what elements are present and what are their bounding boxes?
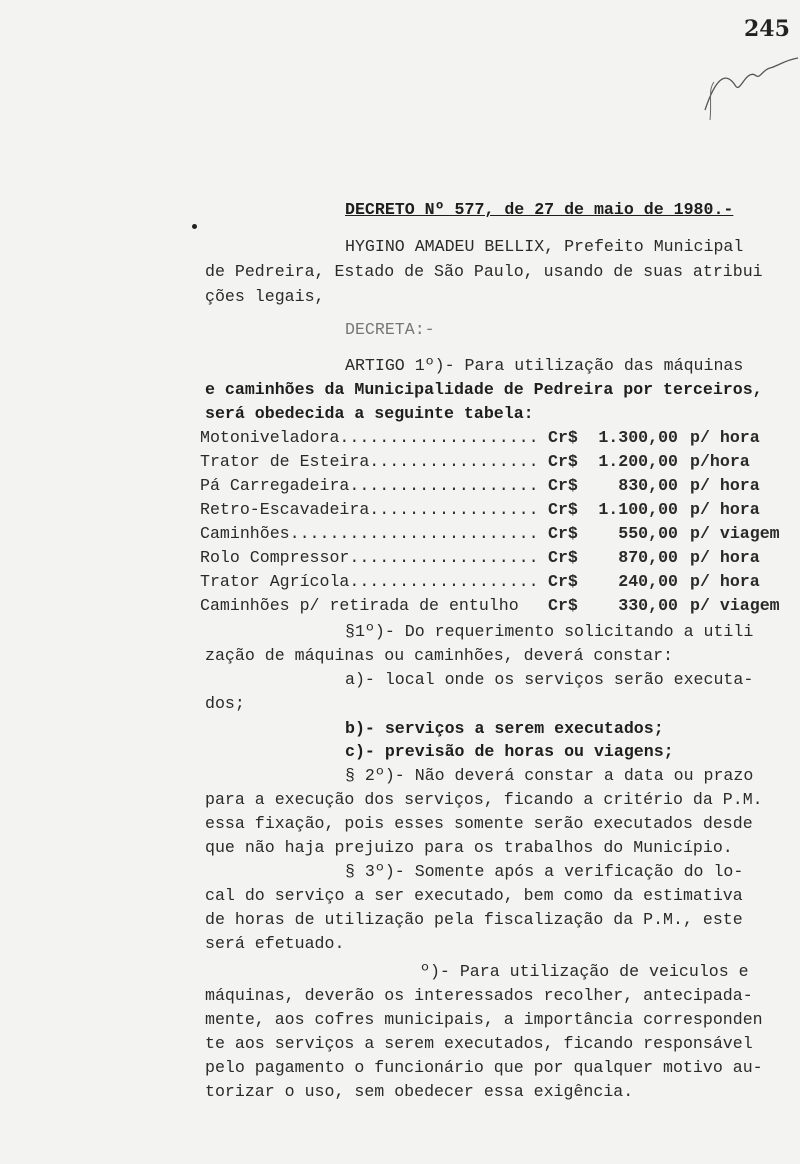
- item-name: Retro-Escavadeira.................: [200, 500, 539, 519]
- paragraph-line: que não haja prejuizo para os trabalhos do Município.: [205, 838, 733, 857]
- currency: Cr$: [548, 500, 578, 519]
- table-row: [200, 572, 790, 592]
- price: 1.200,00: [598, 452, 678, 471]
- unit: p/hora: [690, 452, 750, 471]
- unit: p/ hora: [690, 500, 760, 519]
- currency: Cr$: [548, 428, 578, 447]
- article-line: ARTIGO 1º)- Para utilização das máquinas: [345, 356, 744, 375]
- paragraph-line: §1º)- Do requerimento solicitando a utili: [345, 622, 754, 641]
- currency: Cr$: [548, 524, 578, 543]
- paragraph-line: para a execução dos serviços, ficando a critério da P.M.: [205, 790, 763, 809]
- table-row: [200, 452, 790, 472]
- price: 330,00: [618, 596, 678, 615]
- table-row: [200, 476, 790, 496]
- unit: p/ viagem: [690, 596, 780, 615]
- unit: p/ hora: [690, 428, 760, 447]
- item-name: Caminhões.........................: [200, 524, 539, 543]
- currency: Cr$: [548, 452, 578, 471]
- handwritten-initials: [700, 40, 800, 130]
- price: 1.100,00: [598, 500, 678, 519]
- unit: p/ hora: [690, 476, 760, 495]
- currency: Cr$: [548, 476, 578, 495]
- table-row: [200, 548, 790, 568]
- unit: p/ hora: [690, 548, 760, 567]
- paragraph-line: § 2º)- Não deverá constar a data ou prazo: [345, 766, 754, 785]
- currency: Cr$: [548, 596, 578, 615]
- paragraph-line: b)- serviços a serem executados;: [345, 719, 664, 738]
- paragraph-line: § 3º)- Somente após a verificação do lo-: [345, 862, 744, 881]
- table-row: [200, 596, 790, 616]
- table-row: [200, 428, 790, 448]
- currency: Cr$: [548, 548, 578, 567]
- item-name: Trator de Esteira.................: [200, 452, 539, 471]
- preamble-line: de Pedreira, Estado de São Paulo, usando de suas atribui: [205, 262, 763, 281]
- table-row: [200, 524, 790, 544]
- preamble-line: ções legais,: [205, 287, 325, 306]
- item-name: Motoniveladora....................: [200, 428, 539, 447]
- paragraph-line: torizar o uso, sem obedecer essa exigência.: [205, 1082, 634, 1101]
- paragraph-line: c)- previsão de horas ou viagens;: [345, 742, 674, 761]
- item-name: Trator Agrícola...................: [200, 572, 539, 591]
- decreta-heading: DECRETA:-: [345, 320, 435, 339]
- table-row: [200, 500, 790, 520]
- currency: Cr$: [548, 572, 578, 591]
- paragraph-line: º)- Para utilização de veiculos e: [420, 962, 749, 981]
- paragraph-line: será efetuado.: [205, 934, 345, 953]
- paragraph-line: zação de máquinas ou caminhões, deverá constar:: [205, 646, 674, 665]
- paragraph-line: cal do serviço a ser executado, bem como da estimativa: [205, 886, 743, 905]
- paragraph-line: pelo pagamento o funcionário que por qualquer motivo au-: [205, 1058, 763, 1077]
- price: 830,00: [618, 476, 678, 495]
- preamble-line: HYGINO AMADEU BELLIX, Prefeito Municipal: [345, 237, 744, 256]
- paragraph-line: a)- local onde os serviços serão executa-: [345, 670, 754, 689]
- unit: p/ hora: [690, 572, 760, 591]
- price: 240,00: [618, 572, 678, 591]
- paragraph-line: te aos serviços a serem executados, ficando responsável: [205, 1034, 753, 1053]
- paragraph-line: de horas de utilização pela fiscalização da P.M., este: [205, 910, 743, 929]
- page-number: 245: [744, 16, 790, 42]
- paragraph-line: máquinas, deverão os interessados recolher, antecipada-: [205, 986, 753, 1005]
- price: 1.300,00: [598, 428, 678, 447]
- paragraph-line: mente, aos cofres municipais, a importância corresponden: [205, 1010, 763, 1029]
- paragraph-line: essa fixação, pois esses somente serão executados desde: [205, 814, 753, 833]
- paragraph-line: dos;: [205, 694, 245, 713]
- article-line: será obedecida a seguinte tabela:: [205, 404, 534, 423]
- price: 870,00: [618, 548, 678, 567]
- item-name: Caminhões p/ retirada de entulho: [200, 596, 519, 615]
- item-name: Pá Carregadeira...................: [200, 476, 539, 495]
- article-line: e caminhões da Municipalidade de Pedreira por terceiros,: [205, 380, 763, 399]
- item-name: Rolo Compressor...................: [200, 548, 539, 567]
- price: 550,00: [618, 524, 678, 543]
- stray-mark: [192, 224, 197, 229]
- decree-title: DECRETO Nº 577, de 27 de maio de 1980.-: [345, 200, 734, 219]
- unit: p/ viagem: [690, 524, 780, 543]
